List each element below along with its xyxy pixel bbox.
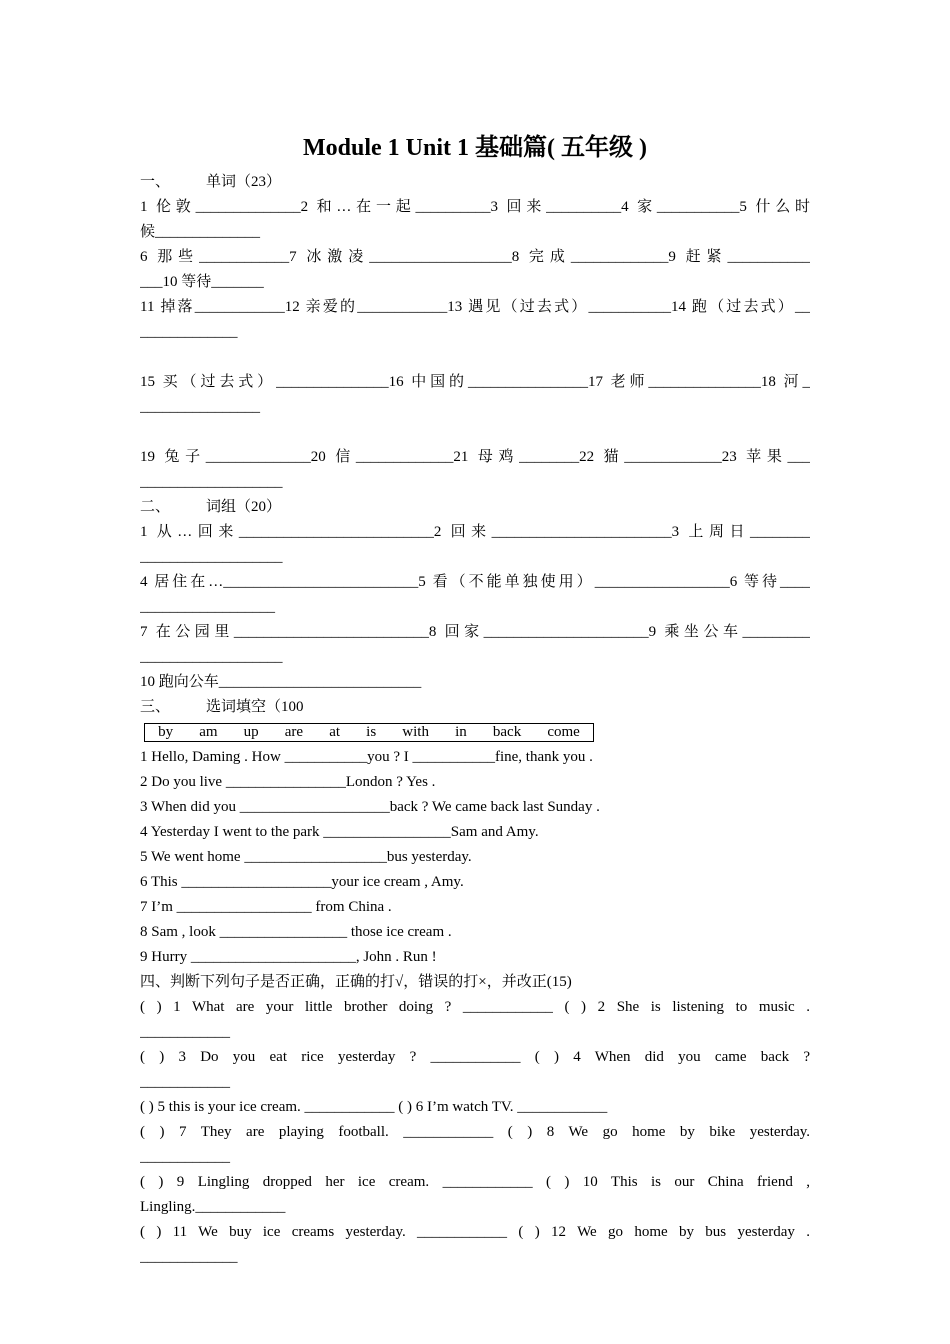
vocab-line: 1 伦敦______________2 和…在一起__________3 回来__________4 家___________5 什么时: [140, 199, 810, 215]
spacer: [140, 420, 810, 445]
phrase-line: ___________________: [140, 649, 283, 665]
vocab-line: ___________________: [140, 474, 283, 490]
word-box-item: are: [284, 724, 304, 741]
section-label: 词组（20）: [206, 499, 282, 515]
word-box-line: [140, 720, 810, 745]
word-box-item: by: [158, 724, 174, 741]
fill-blank-question: 8 Sam , look _________________ those ice cream .: [140, 924, 452, 940]
section-number: 一、: [140, 174, 171, 190]
section-label: 单词（23）: [206, 174, 282, 190]
judge-line: ____________: [140, 1024, 230, 1040]
vocab-line: ___10 等待_______: [140, 274, 264, 290]
phrase-line: 10 跑向公车___________________________: [140, 674, 422, 690]
section-heading-judge: 四、判断下列句子是否正确，正确的打√，错误的打×，并改正(15): [140, 974, 572, 990]
section-number: 二、: [140, 499, 171, 515]
fill-blank-question: 6 This ____________________your ice cream , Amy.: [140, 874, 464, 890]
judge-line: ( ) 1 What are your little brother doing ? ____________ ( ) 2 She is listening to music .: [140, 999, 810, 1015]
vocab-line: 15 买（过去式）_______________16 中国的________________17 老师_______________18 河_: [140, 374, 810, 390]
page-title: Module 1 Unit 1 基础篇( 五年级 ): [303, 135, 647, 161]
worksheet-page: [140, 130, 810, 1270]
section-heading-vocab: [140, 170, 810, 195]
judge-line: ( ) 11 We buy ice creams yesterday. ____________ ( ) 12 We go home by bus yesterday .: [140, 1224, 810, 1240]
phrase-line: 1 从…回来__________________________2 回来________________________3 上周日________: [140, 524, 810, 540]
fill-blank-question: 2 Do you live ________________London ? Yes .: [140, 774, 436, 790]
word-box-item: back: [492, 724, 522, 741]
fill-blank-question: 4 Yesterday I went to the park _________________Sam and Amy.: [140, 824, 539, 840]
section-label: 选词填空（100: [206, 699, 304, 715]
fill-blank-question: 3 When did you ____________________back ? We came back last Sunday .: [140, 799, 600, 815]
phrase-line: __________________: [140, 599, 275, 615]
fill-blank-question: 1 Hello, Daming . How ___________you ? I ___________fine, thank you .: [140, 749, 593, 765]
word-box-item: come: [547, 724, 580, 741]
spacer: [140, 345, 810, 370]
word-box-item: in: [455, 724, 467, 741]
judge-line: _____________: [140, 1249, 238, 1265]
word-box: [144, 723, 594, 742]
judge-line: ( ) 9 Lingling dropped her ice cream. ____________ ( ) 10 This is our China friend ,: [140, 1174, 810, 1190]
word-box-item: with: [402, 724, 429, 741]
judge-line: ____________: [140, 1149, 230, 1165]
fill-blank-question: 9 Hurry ______________________, John . Run !: [140, 949, 437, 965]
section-heading-fill: [140, 695, 810, 720]
judge-line: ____________: [140, 1074, 230, 1090]
judge-line: ( ) 7 They are playing football. ____________ ( ) 8 We go home by bike yesterday.: [140, 1124, 810, 1140]
word-box-item: up: [243, 724, 259, 741]
word-box-item: am: [199, 724, 218, 741]
vocab-line: _____________: [140, 324, 238, 340]
phrase-line: 7 在公园里__________________________8 回家______________________9 乘坐公车_________: [140, 624, 810, 640]
judge-line: ( ) 5 this is your ice cream. ____________ ( ) 6 I’m watch TV. ____________: [140, 1099, 608, 1115]
vocab-line: ________________: [140, 399, 260, 415]
word-box-item: is: [366, 724, 377, 741]
judge-line: ( ) 3 Do you eat rice yesterday ? ____________ ( ) 4 When did you came back ?: [140, 1049, 810, 1065]
section-heading-phrases: [140, 495, 810, 520]
vocab-line: 候______________: [140, 224, 261, 240]
phrase-line: ___________________: [140, 549, 283, 565]
vocab-line: 19 兔子______________20 信_____________21 母鸡________22 猫_____________23 苹果___: [140, 449, 810, 465]
word-box-item: at: [329, 724, 341, 741]
judge-line: Lingling.____________: [140, 1199, 286, 1215]
fill-blank-question: 5 We went home ___________________bus yesterday.: [140, 849, 472, 865]
phrase-line: 4 居住在…__________________________5 看（不能单独使用）__________________6 等待____: [140, 574, 810, 590]
vocab-line: 11 掉落____________12 亲爱的____________13 遇见（过去式）___________14 跑（过去式）__: [140, 299, 810, 315]
fill-blank-question: 7 I’m __________________ from China .: [140, 899, 392, 915]
section-number: 三、: [140, 699, 171, 715]
vocab-line: 6 那些____________7 冰激凌___________________8 完成_____________9 赶紧___________: [140, 249, 810, 265]
